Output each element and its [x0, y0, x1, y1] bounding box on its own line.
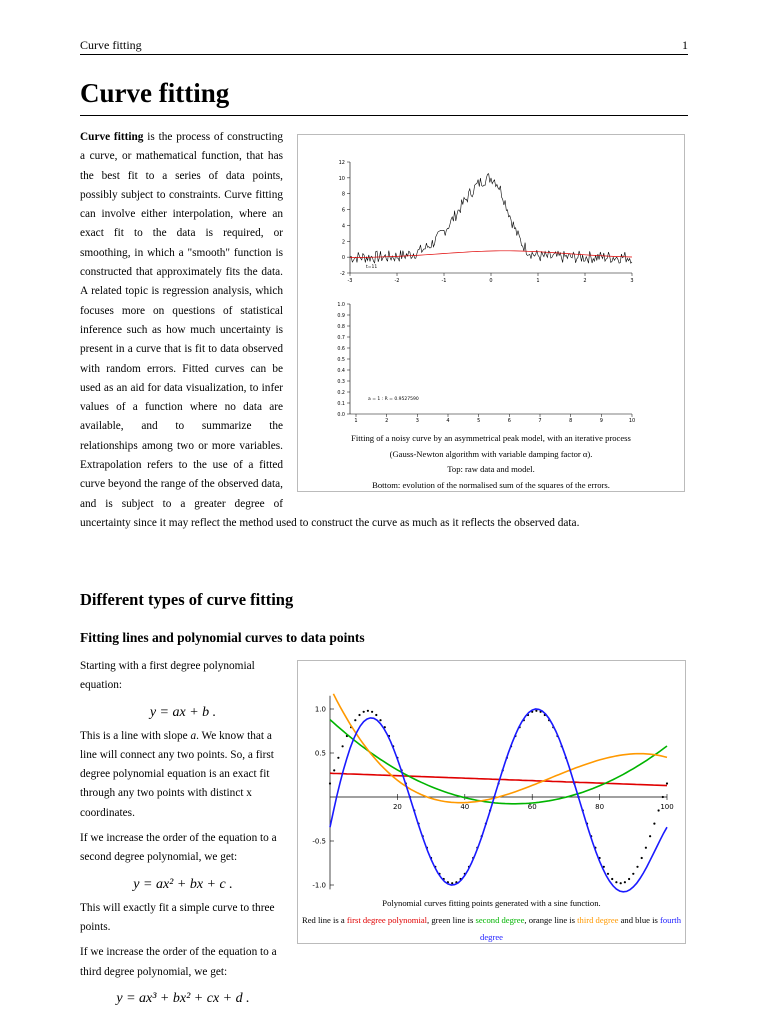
sine-data-point	[329, 782, 331, 784]
left-column-text	[80, 657, 286, 1013]
x-tick-label: 40	[460, 803, 470, 811]
top-x-tick-label: -1	[441, 278, 447, 284]
top-x-tick-label: 0	[489, 278, 493, 284]
figure2-caption-line2	[298, 912, 685, 946]
bottom-y-tick-label: 0.7	[337, 336, 345, 341]
figure-polynomial-fits	[297, 660, 686, 944]
bottom-y-tick-label: 0.5	[337, 358, 345, 363]
bottom-y-tick-label: 0.2	[337, 391, 345, 396]
bottom-x-tick-label: 7	[538, 418, 542, 424]
top-x-tick-label: 1	[536, 278, 540, 284]
caption-third-degree: third degree	[577, 915, 619, 925]
caption-first-degree: first degree polynomial	[346, 915, 428, 925]
page-header	[80, 38, 688, 55]
caption-text: , green line is	[427, 915, 476, 925]
y-tick-label: 0.5	[314, 749, 326, 758]
paragraph-3: If we increase the order of the equation to a second degree polynomial, we get:	[80, 832, 277, 864]
page-number: 1	[682, 38, 688, 52]
bottom-x-tick-label: 5	[477, 418, 481, 424]
y-tick-label: -1.0	[312, 881, 326, 890]
sine-data-point	[645, 847, 647, 849]
sine-data-point	[624, 881, 626, 883]
bottom-y-tick-label: 0.3	[337, 380, 345, 385]
sine-data-point	[653, 823, 655, 825]
figure-noisy-curve-fit	[297, 134, 685, 492]
bottom-y-tick-label: 0.1	[337, 402, 345, 407]
p2-text: This is a line with slope	[80, 729, 191, 742]
noisy-fit-plots	[298, 135, 684, 435]
sine-data-point	[535, 710, 537, 712]
sine-data-point	[666, 782, 668, 784]
paragraph-4: This will exactly fit a simple curve to three points.	[80, 901, 275, 933]
sine-data-point	[662, 796, 664, 798]
intro-section	[80, 128, 685, 533]
equation-2: y = ax² + bx + c .	[133, 876, 233, 892]
sine-data-point	[371, 711, 373, 713]
intro-text: is the process of constructing a curve, or mathematical function, that has the best fit to a series of data points, possibly subject to constraints. Curve fitting can involve either interpolation, where an exact fit to the data is required, or smoothing, in which a "smooth" function is constructed that approximately fits the data. A related topic is regression analysis, which focuses more on questions of statistical inference such as how much uncertainty is present in a curve that is fit to data observed with random errors. Fitted curves can be used as an aid for data visualization, to infer values of a function where no data are available, and to summarize the relationships among two or more variables. Extrapolation refers to the use of a fitted curve beyond the range of the observed data, and is subject to a greater degree of uncertainty since it may reflect the method used to construct the curve as much as it reflects the observed data.	[80, 131, 580, 529]
sine-data-point	[607, 873, 609, 875]
figure1-caption-line: Top: raw data and model.	[447, 464, 535, 474]
bottom-y-tick-label: 1.0	[337, 303, 345, 308]
figure1-caption-line: Fitting of a noisy curve by an asymmetrical peak model, with an iterative process	[351, 433, 631, 443]
top-y-tick-label: 8	[341, 191, 345, 198]
top-y-tick-label: 6	[341, 207, 345, 214]
caption-text: and blue is	[618, 915, 660, 925]
page-title: Curve fitting	[80, 78, 688, 116]
figure2-caption-line1: Polynomial curves fitting points generated with a sine function.	[382, 898, 601, 908]
subsection-heading: Fitting lines and polynomial curves to data points	[80, 630, 365, 645]
bottom-x-tick-label: 1	[354, 418, 358, 424]
bottom-y-tick-label: 0.4	[337, 369, 345, 374]
caption-fourth-degree: fourth degree	[480, 915, 681, 942]
top-x-tick-label: -3	[347, 278, 353, 284]
caption-second-degree: second degree	[475, 915, 525, 925]
paragraph-1: Starting with a first degree polynomial equation:	[80, 660, 255, 692]
caption-text: Red line is a	[301, 915, 347, 925]
sine-data-point	[354, 719, 356, 721]
figure2-caption	[298, 895, 685, 946]
sine-data-point	[649, 835, 651, 837]
sine-data-point	[342, 745, 344, 747]
bottom-x-tick-label: 3	[415, 418, 419, 424]
sine-data-point	[379, 719, 381, 721]
p2-text-end: . We know that a line will connect any two points. So, a first degree polynomial equation is an exact fit through any two points with distinct x coordinates.	[80, 729, 274, 819]
sine-data-point	[358, 714, 360, 716]
x-tick-label: 60	[527, 803, 537, 811]
paragraph-2	[80, 727, 286, 823]
equation-3: y = ax³ + bx² + cx + d .	[116, 990, 250, 1006]
bottom-x-tick-label: 6	[507, 418, 511, 424]
sine-data-point	[632, 873, 634, 875]
paragraph-5: If we increase the order of the equation to a third degree polynomial, we get:	[80, 946, 277, 978]
top-y-tick-label: -2	[340, 271, 345, 277]
polynomial-chart	[298, 661, 685, 893]
bottom-x-tick-label: 4	[446, 418, 450, 424]
bottom-x-tick-label: 10	[628, 418, 636, 424]
sine-data-point	[337, 757, 339, 759]
caption-text: , orange line is	[524, 915, 578, 925]
y-tick-label: 1.0	[314, 705, 326, 714]
sine-data-point	[375, 714, 377, 716]
third-degree-line	[333, 694, 667, 803]
bottom-y-tick-label: 0.9	[337, 314, 345, 319]
bottom-x-tick-label: 8	[569, 418, 573, 424]
sine-data-point	[658, 809, 660, 811]
figure1-caption-line: (Gauss-Newton algorithm with variable damping factor α).	[389, 448, 593, 459]
section-heading: Different types of curve fitting	[80, 590, 294, 609]
figure1-caption-line: Bottom: evolution of the normalised sum of the squares of the errors.	[372, 479, 610, 490]
sine-data-point	[620, 882, 622, 884]
p2-var: a	[190, 729, 197, 742]
bottom-legend: a = 1 : R = 0.9527590	[368, 397, 419, 402]
sine-data-point	[641, 857, 643, 859]
top-y-tick-label: 4	[341, 223, 345, 230]
fourth-degree-line	[330, 709, 667, 892]
sine-data-point	[363, 711, 365, 713]
sine-data-point	[333, 769, 335, 771]
top-x-tick-label: -2	[394, 278, 400, 284]
bottom-x-tick-label: 9	[599, 418, 603, 424]
sine-data-point	[451, 882, 453, 884]
second-degree-line	[330, 720, 667, 804]
sine-data-point	[636, 866, 638, 868]
top-y-tick-label: 12	[338, 160, 345, 166]
bottom-y-tick-label: 0.8	[337, 325, 345, 330]
sine-data-point	[611, 878, 613, 880]
intro-bold-term: Curve fitting	[80, 131, 144, 143]
bottom-x-tick-label: 2	[385, 418, 389, 424]
bottom-y-tick-label: 0.6	[337, 347, 345, 352]
top-y-tick-label: 10	[338, 175, 345, 182]
x-tick-label: 20	[392, 803, 402, 811]
sine-data-point	[615, 881, 617, 883]
figure1-caption	[298, 431, 684, 493]
sine-data-point	[367, 710, 369, 712]
x-tick-label: 100	[660, 803, 674, 811]
sine-data-point	[628, 878, 630, 880]
equation-1: y = ax + b .	[149, 704, 217, 720]
noisy-data-line	[350, 174, 632, 264]
header-title: Curve fitting	[80, 38, 142, 52]
top-x-tick-label: 2	[583, 278, 587, 284]
y-tick-label: -0.5	[312, 837, 326, 846]
top-y-tick-label: 2	[341, 239, 345, 246]
top-legend: t=11	[366, 265, 378, 270]
bottom-y-tick-label: 0.0	[337, 413, 345, 418]
x-tick-label: 80	[595, 803, 605, 811]
top-x-tick-label: 3	[630, 278, 634, 284]
top-y-tick-label: 0	[341, 255, 345, 262]
